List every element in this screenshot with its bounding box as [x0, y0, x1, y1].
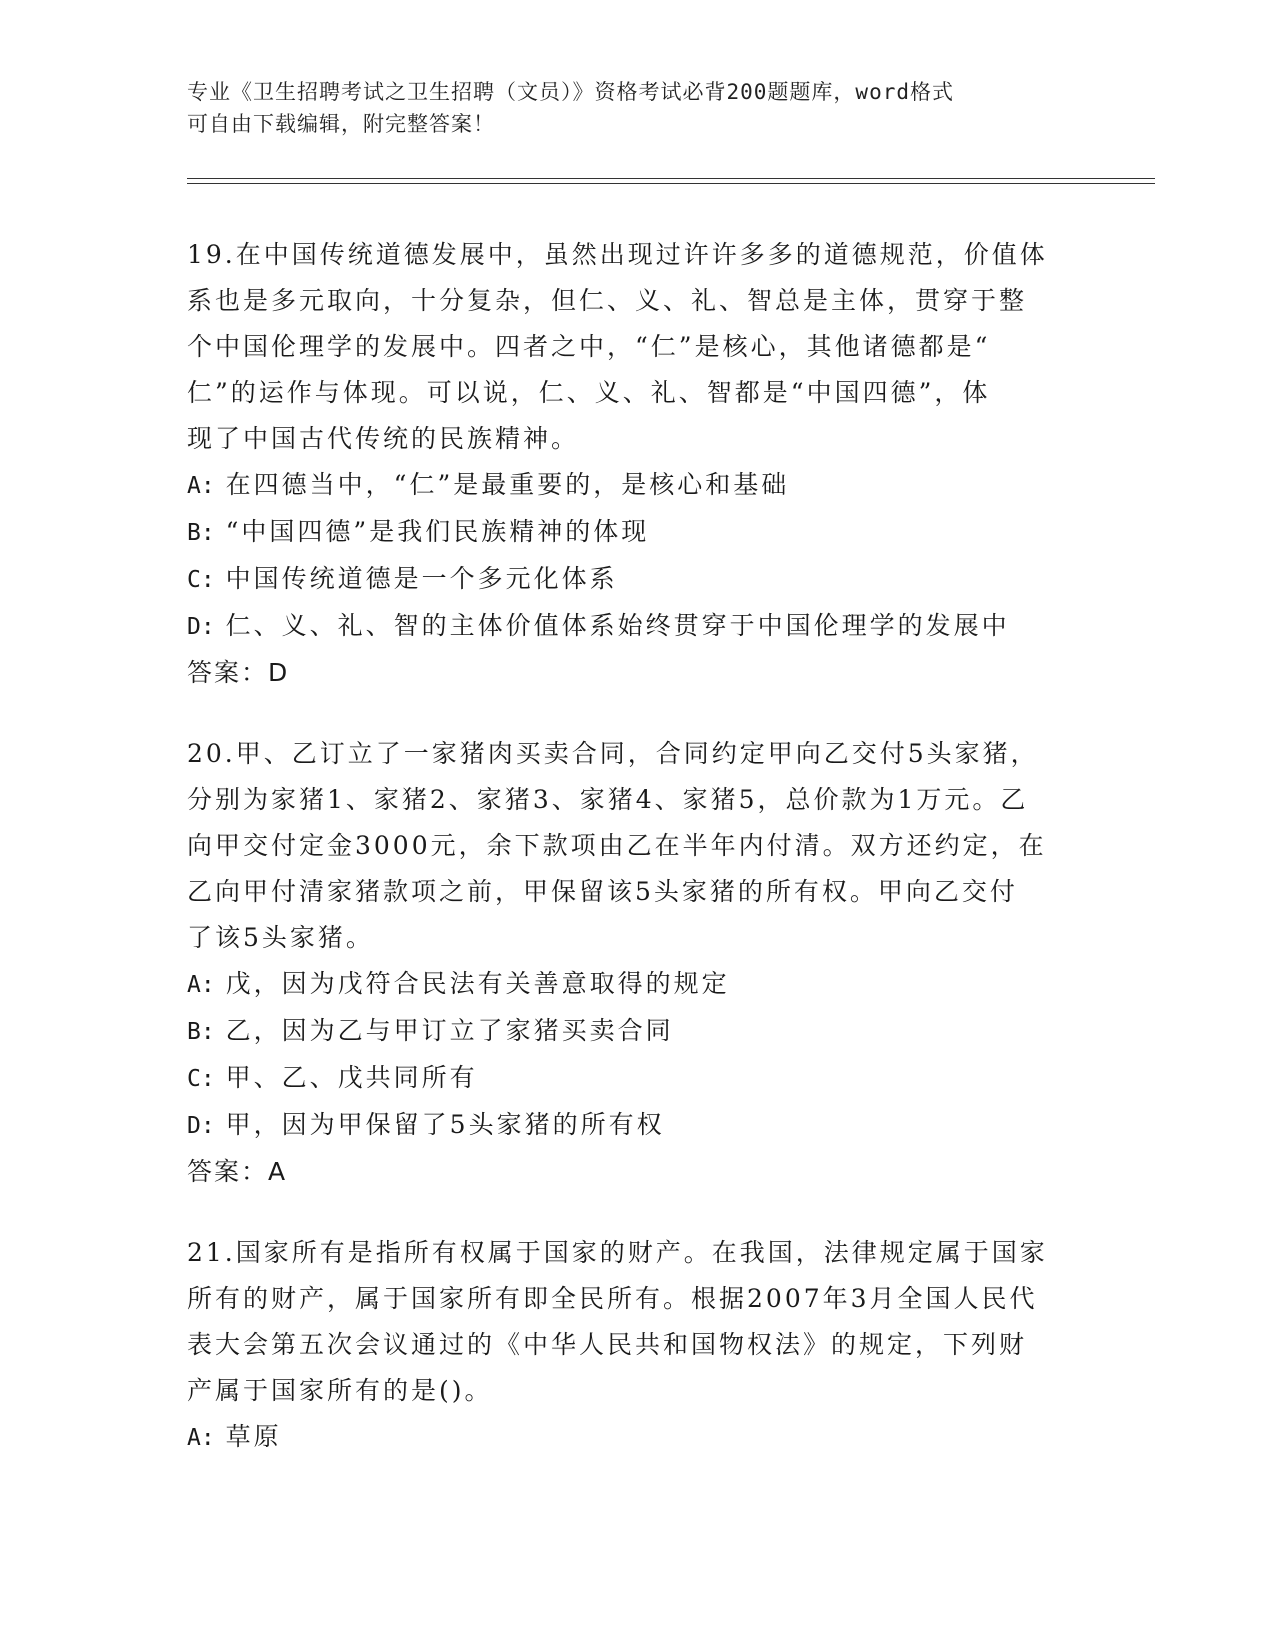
- question-20: [187, 731, 1087, 1195]
- option-text: 草原: [225, 1422, 282, 1451]
- stem-line: 了该5头家猪。: [187, 923, 374, 952]
- stem-line: 所有的财产，属于国家所有即全民所有。根据2007年3月全国人民代: [187, 1284, 1038, 1313]
- option-text: 戊，因为戊符合民法有关善意取得的规定: [225, 969, 730, 998]
- option-c: [187, 1055, 1087, 1102]
- stem-line: 乙向甲付清家猪款项之前，甲保留该5头家猪的所有权。甲向乙交付: [187, 877, 1018, 906]
- option-b: [187, 1008, 1087, 1055]
- document-header: [187, 76, 1087, 140]
- option-key: D:: [187, 614, 215, 640]
- stem-line: 分别为家猪1、家猪2、家猪3、家猪4、家猪5，总价款为1万元。乙: [187, 785, 1029, 814]
- question-19: [187, 232, 1087, 696]
- stem-line: 个中国伦理学的发展中。四者之中，“仁”是核心，其他诸德都是“: [187, 332, 991, 361]
- stem-line: 表大会第五次会议通过的《中华人民共和国物权法》的规定，下列财: [187, 1330, 1028, 1359]
- option-key: D:: [187, 1113, 215, 1139]
- option-b: [187, 509, 1087, 556]
- option-d: [187, 603, 1087, 650]
- option-a: [187, 1414, 1087, 1461]
- stem-line: 系也是多元取向，十分复杂，但仁、义、礼、智总是主体，贯穿于整: [187, 286, 1028, 315]
- option-key: B:: [187, 520, 215, 546]
- stem-line: 20.甲、乙订立了一家猪肉买卖合同，合同约定甲向乙交付5头家猪，: [187, 739, 1039, 768]
- option-key: A:: [187, 473, 215, 499]
- option-text: “中国四德”是我们民族精神的体现: [225, 517, 650, 546]
- stem-line: 现了中国古代传统的民族精神。: [187, 424, 580, 453]
- option-c: [187, 556, 1087, 603]
- question-stem: [187, 731, 1087, 961]
- option-key: C:: [187, 567, 215, 593]
- stem-line: 19.在中国传统道德发展中，虽然出现过许许多多的道德规范，价值体: [187, 240, 1048, 269]
- header-divider-bottom: [187, 183, 1155, 184]
- question-21: [187, 1230, 1087, 1461]
- stem-line: 仁”的运作与体现。可以说，仁、义、礼、智都是“中国四德”，体: [187, 378, 991, 407]
- question-stem: [187, 1230, 1087, 1414]
- option-text: 甲、乙、戊共同所有: [225, 1063, 478, 1092]
- stem-line: 产属于国家所有的是()。: [187, 1376, 493, 1405]
- header-line-1: 专业《卫生招聘考试之卫生招聘（文员）》资格考试必背200题题库，word格式: [187, 80, 954, 104]
- answer-label: 答案：D: [187, 658, 290, 687]
- option-text: 甲，因为甲保留了5头家猪的所有权: [225, 1110, 665, 1139]
- stem-line: 21.国家所有是指所有权属于国家的财产。在我国，法律规定属于国家: [187, 1238, 1048, 1267]
- option-key: B:: [187, 1019, 215, 1045]
- option-key: C:: [187, 1066, 215, 1092]
- question-stem: [187, 232, 1087, 462]
- option-text: 在四德当中，“仁”是最重要的，是核心和基础: [225, 470, 790, 499]
- option-a: [187, 462, 1087, 509]
- answer-label: 答案：A: [187, 1157, 288, 1186]
- stem-line: 向甲交付定金3000元，余下款项由乙在半年内付清。双方还约定，在: [187, 831, 1047, 860]
- option-text: 中国传统道德是一个多元化体系: [225, 564, 618, 593]
- option-key: A:: [187, 1425, 215, 1451]
- option-a: [187, 961, 1087, 1008]
- header-line-2: 可自由下载编辑，附完整答案！: [187, 112, 495, 136]
- option-key: A:: [187, 972, 215, 998]
- option-text: 乙，因为乙与甲订立了家猪买卖合同: [225, 1016, 674, 1045]
- option-d: [187, 1102, 1087, 1149]
- option-text: 仁、义、礼、智的主体价值体系始终贯穿于中国伦理学的发展中: [225, 611, 1010, 640]
- header-divider-top: [187, 178, 1155, 179]
